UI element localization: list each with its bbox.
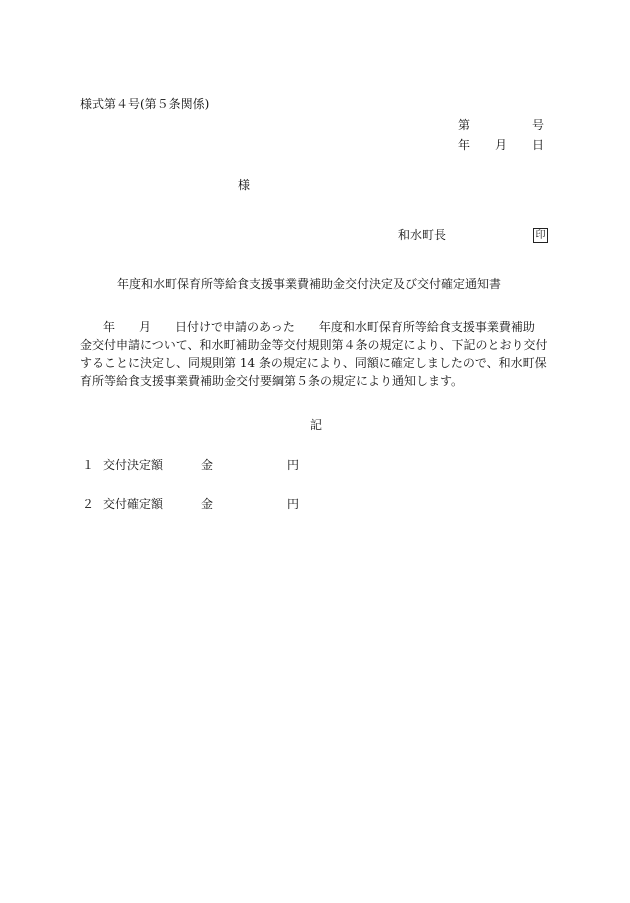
- body-line: 年 月 日付けで申請のあった 年度和水町保育所等給食支援事業費補助: [103, 320, 535, 334]
- form-number: 様式第４号(第５条関係): [80, 97, 210, 111]
- recipient-suffix: 様: [238, 178, 251, 192]
- item-yen: 円: [287, 458, 300, 472]
- date-year: 年: [458, 138, 471, 152]
- date-day: 日: [532, 138, 545, 152]
- item-label: 交付確定額: [103, 497, 164, 511]
- item-number: ２: [82, 497, 95, 511]
- item-kin: 金: [201, 458, 214, 472]
- number-label-prefix: 第: [458, 118, 471, 132]
- item-kin: 金: [201, 497, 214, 511]
- date-month: 月: [495, 138, 508, 152]
- body-line: することに決定し、同規則第 14 条の規定により、同額に確定しましたので、和水町保: [80, 356, 547, 370]
- seal-stamp: 印: [533, 228, 548, 243]
- item-yen: 円: [287, 497, 300, 511]
- document-title: 年度和水町保育所等給食支援事業費補助金交付決定及び交付確定通知書: [117, 277, 502, 291]
- body-line: 金交付申請について、和水町補助金等交付規則第４条の規定により、下記のとおり交付: [80, 338, 548, 352]
- item-label: 交付決定額: [103, 458, 164, 472]
- number-label-suffix: 号: [532, 118, 545, 132]
- item-number: １: [82, 458, 95, 472]
- ki-heading: 記: [310, 418, 323, 432]
- issuer: 和水町長: [398, 228, 447, 242]
- body-line: 育所等給食支援事業費補助金交付要綱第５条の規定により通知します。: [80, 374, 464, 388]
